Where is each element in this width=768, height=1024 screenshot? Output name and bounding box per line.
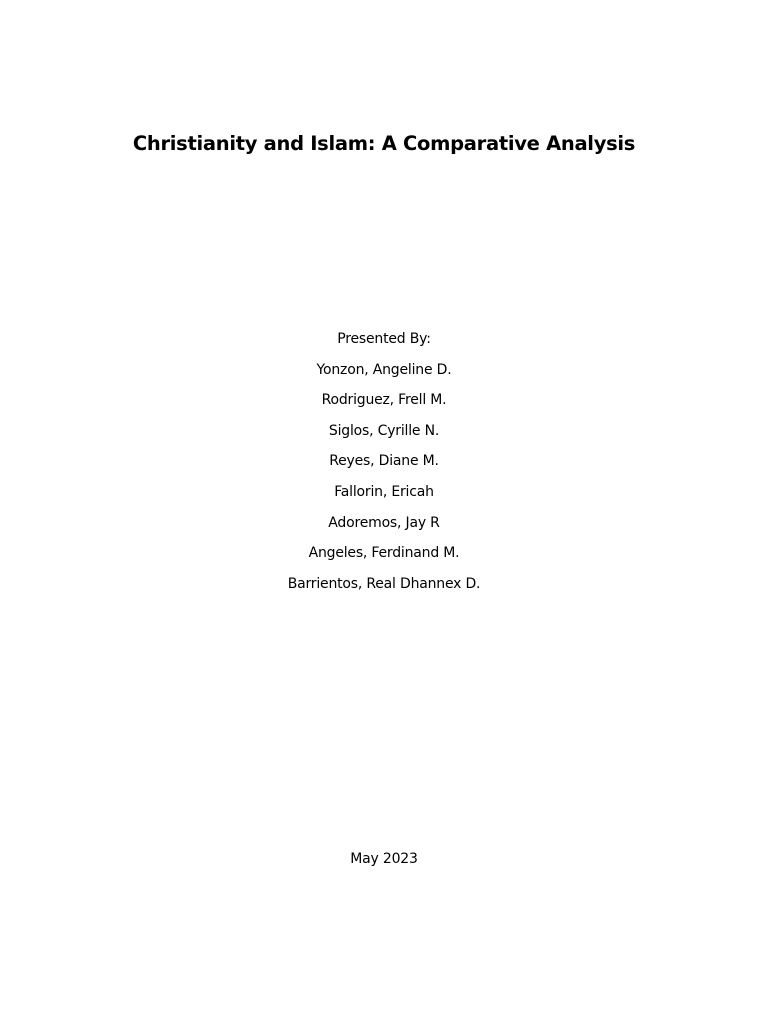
presenter-name: Siglos, Cyrille N. xyxy=(328,422,440,439)
presenter-name: Barrientos, Real Dhannex D. xyxy=(287,575,481,592)
presenter-name: Adoremos, Jay R xyxy=(328,514,440,531)
document-date: May 2023 xyxy=(350,851,418,867)
presented-by-label: Presented By: xyxy=(337,331,431,347)
presenter-name: Rodriguez, Frell M. xyxy=(321,392,447,409)
presenters-list xyxy=(0,324,768,599)
document-title: Christianity and Islam: A Comparative Analysis xyxy=(132,132,636,155)
presenter-name: Angeles, Ferdinand M. xyxy=(308,545,460,562)
presenter-name: Yonzon, Angeline D. xyxy=(316,361,452,378)
presenter-name: Reyes, Diane M. xyxy=(329,453,439,470)
presenter-name: Fallorin, Ericah xyxy=(334,483,434,500)
